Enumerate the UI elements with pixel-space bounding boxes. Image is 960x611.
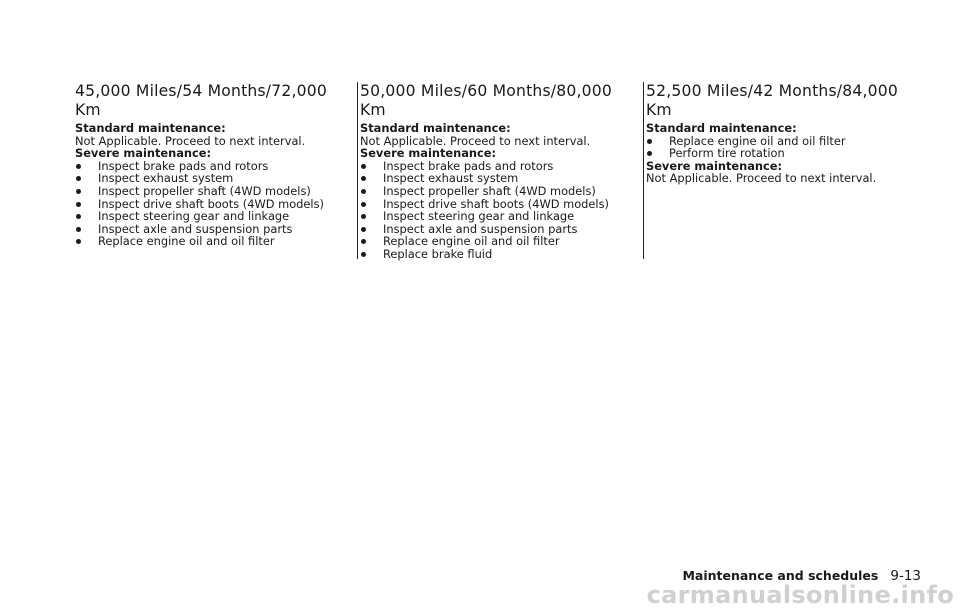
interval-title: 50,000 Miles/60 Months/80,000 Km: [360, 82, 613, 119]
list-item: Replace engine oil and oil filter: [646, 135, 914, 148]
standard-maintenance-list: [646, 135, 914, 160]
severe-maintenance-list: [360, 160, 628, 261]
list-item: Inspect drive shaft boots (4WD models): [75, 198, 343, 211]
interval-column-52500: [646, 82, 914, 185]
severe-maintenance-text: Not Applicable. Proceed to next interval.: [646, 171, 877, 186]
list-item: Inspect propeller shaft (4WD models): [75, 185, 343, 198]
column-divider: [643, 82, 644, 259]
list-item: Replace engine oil and oil filter: [360, 235, 628, 248]
interval-column-50000: [360, 82, 628, 261]
list-item: Replace engine oil and oil filter: [75, 235, 343, 248]
standard-maintenance-heading: Standard maintenance:: [646, 121, 797, 135]
list-item: Inspect steering gear and linkage: [360, 210, 628, 223]
standard-maintenance-heading: Standard maintenance:: [360, 121, 511, 135]
interval-title: 45,000 Miles/54 Months/72,000 Km: [75, 82, 328, 119]
severe-maintenance-heading: Severe maintenance:: [646, 158, 783, 173]
list-item: Inspect exhaust system: [360, 172, 628, 185]
interval-title: 52,500 Miles/42 Months/84,000 Km: [646, 82, 899, 119]
list-item: Inspect steering gear and linkage: [75, 210, 343, 223]
list-item: Inspect exhaust system: [75, 172, 343, 185]
list-item: Inspect brake pads and rotors: [75, 160, 343, 173]
column-divider: [357, 82, 358, 259]
list-item: Inspect propeller shaft (4WD models): [360, 185, 628, 198]
list-item: Inspect brake pads and rotors: [360, 160, 628, 173]
list-item: Inspect drive shaft boots (4WD models): [360, 198, 628, 211]
list-item: Replace brake fluid: [360, 248, 628, 261]
footer-section-title: Maintenance and schedules: [682, 568, 879, 583]
severe-maintenance-heading: Severe maintenance:: [360, 146, 497, 161]
interval-column-45000: [75, 82, 343, 248]
list-item: Inspect axle and suspension parts: [75, 223, 343, 236]
watermark: carmanualsonline.info: [646, 581, 954, 609]
standard-maintenance-text: Not Applicable. Proceed to next interval.: [360, 133, 591, 148]
severe-maintenance-heading: Severe maintenance:: [75, 146, 212, 161]
list-item: Perform tire rotation: [646, 147, 914, 160]
severe-maintenance-list: [75, 160, 343, 248]
list-item: Inspect axle and suspension parts: [360, 223, 628, 236]
standard-maintenance-text: Not Applicable. Proceed to next interval.: [75, 133, 306, 148]
page-number: 9-13: [890, 568, 921, 584]
standard-maintenance-heading: Standard maintenance:: [75, 121, 226, 135]
